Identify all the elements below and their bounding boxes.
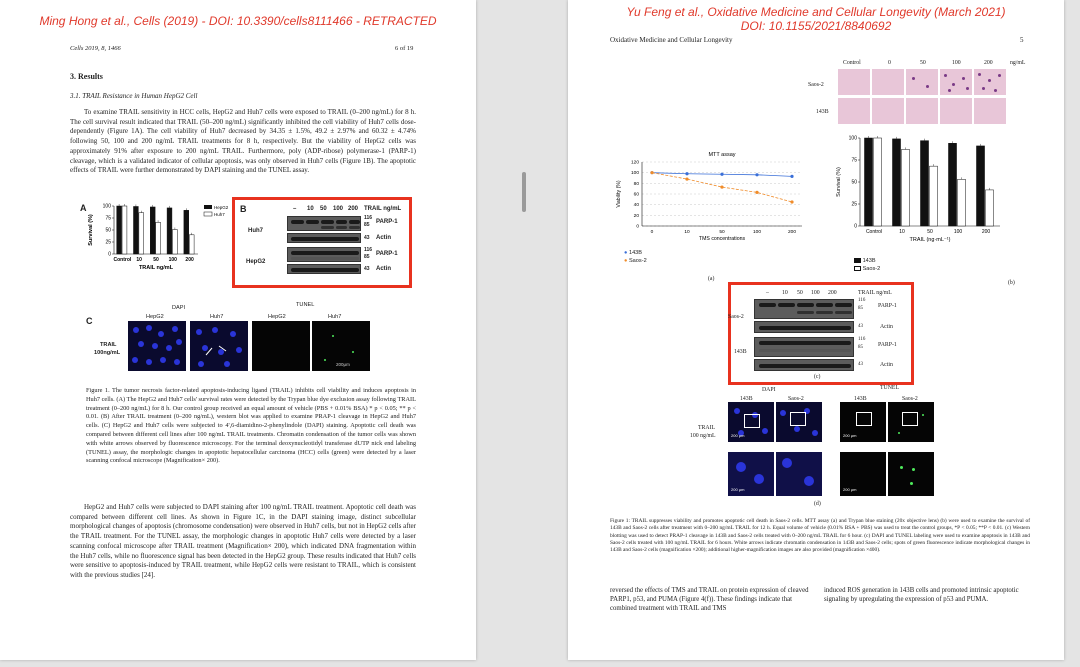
point-143B-10 bbox=[685, 172, 688, 175]
y-axis-label: Viability (%) bbox=[616, 180, 622, 208]
y-tick-label: 80 bbox=[633, 181, 639, 187]
point-Saos-2-200 bbox=[790, 200, 793, 203]
point-Saos-2-0 bbox=[650, 171, 653, 174]
stain-143b-200 bbox=[974, 98, 1006, 124]
x-tick-label: 10 bbox=[899, 229, 905, 235]
rwb-mw-85-a: 85 bbox=[858, 306, 863, 311]
stain-saos2-0 bbox=[872, 69, 904, 95]
zoom-box bbox=[902, 412, 918, 426]
dapi-huh7-image bbox=[190, 321, 248, 371]
bar2-legend-saos2-text: Saos-2 bbox=[862, 266, 881, 272]
dapi-hepg2-col: HepG2 bbox=[146, 314, 164, 320]
rwb-lane-10: 10 bbox=[782, 290, 788, 296]
r-dapi-143b-top bbox=[728, 402, 774, 442]
tunel-hepg2-image bbox=[252, 321, 310, 371]
rwb-saos2-label: Saos-2 bbox=[728, 314, 744, 320]
wb-lane-50: 50 bbox=[320, 206, 327, 212]
y-tick-label: 75 bbox=[105, 215, 111, 222]
stain-143b-control bbox=[838, 98, 870, 124]
rwb-lane-50: 50 bbox=[797, 290, 803, 296]
wb-huh7-parp-blot bbox=[287, 216, 361, 231]
mtt-legend-143b-text: 143B bbox=[628, 250, 643, 256]
rwb-actin-a: Actin bbox=[880, 324, 893, 330]
y-axis-label: Survival (%) bbox=[836, 167, 842, 197]
x-tick-label: 100 bbox=[752, 230, 762, 235]
mtt-legend-143b-marker: ● bbox=[624, 250, 628, 256]
y-tick-label: 0 bbox=[636, 224, 639, 230]
r-scale-1: 200 μm bbox=[731, 433, 745, 438]
wb-hepg2-actin-blot bbox=[287, 264, 361, 274]
y-tick-label: 0 bbox=[854, 223, 857, 230]
chromatin-arrows bbox=[190, 321, 248, 371]
x-axis-label: TMS concentrations bbox=[698, 236, 746, 242]
figure-1-caption: Figure 1. The tumor necrosis factor-related apoptosis-inducing ligand (TRAIL) inhibits cell viability and induces apoptosis in Huh7 cells. (A) The HepG2 and Huh7 cells' survival rates were detected by the Trypan blue dye exclusion assay following TRAIL treatment (0–200 ng/mL) for 8 h. Our control group received an equal amount of vehicle (PBS + 0.01% BSA) * p < 0.05; ** p < 0.01. (B) After TRAIL treatment (0–200 ng/mL), western blot was applied to examine PRAP-1 cleavage in HepG2 and Huh7 cells. (C) HepG2 and Huh7 cells were subjected to 4',6-diamidino-2-phenylindole (DAPI) staining. Apoptotic cell death was compared between different cell lines after 100 ng/mL TRAIL treatments. Chromatin condensation of the tumor cells was shown with white arrows observed by fluorescence microscopy. For the terminal deoxynucleotidyl transferase dUTP nick end labeling (TUNEL) assay, the morphologic changes in apoptotic hepatocellular carcinoma (HCC) cells (green) were detected by a laser scanning confocal microscope (Magnification× 200). bbox=[86, 387, 416, 465]
x-tick-label: 0 bbox=[650, 230, 654, 235]
rwb-lane-200: 200 bbox=[828, 290, 837, 296]
mtt-legend-143b bbox=[624, 250, 642, 256]
rwb-mw-116-a: 116 bbox=[858, 298, 866, 303]
stain-col-50: 50 bbox=[920, 60, 926, 66]
bar2-legend-143b bbox=[854, 258, 876, 264]
bar-HepG2-200 bbox=[184, 210, 189, 254]
wb-trail-header: TRAIL ng/mL bbox=[364, 206, 402, 212]
wb-parp-label-a: PARP-1 bbox=[376, 219, 398, 225]
r-scale-2: 200 μm bbox=[731, 487, 745, 492]
bar2-legend-143b-swatch bbox=[854, 258, 861, 263]
stain-saos2-100 bbox=[940, 69, 972, 95]
panel-label-c-right: (c) bbox=[814, 374, 821, 380]
stain-col-control: Control bbox=[843, 60, 861, 66]
r-scale-3: 200 μm bbox=[843, 433, 857, 438]
rwb-saos2-parp-blot bbox=[754, 299, 854, 319]
right-body-col2: induced ROS generation in 143B cells and promoted intrinsic apoptotic signaling by upregulating the expression of p53 and PUMA. bbox=[824, 587, 1019, 603]
r-dapi-143b-bottom bbox=[728, 452, 774, 496]
right-body-col1: reversed the effects of TMS and TRAIL on protein expression of cleaved PARP1, p53, and PUMA (Figure 4(f)). These findings indicate that combined treatment with TRAIL and TMS bbox=[610, 587, 809, 612]
wb-mw-43-a: 43 bbox=[364, 235, 370, 241]
x-tick-label: 50 bbox=[719, 230, 725, 235]
rwb-mw-43-a: 43 bbox=[858, 324, 863, 329]
mtt-legend-saos2 bbox=[624, 258, 647, 264]
y-tick-label: 25 bbox=[851, 201, 857, 208]
stain-col-100: 100 bbox=[952, 60, 961, 66]
x-tick-label: 200 bbox=[981, 229, 991, 235]
rwb-143b-parp-blot bbox=[754, 337, 854, 357]
wb-mw-116-a: 116 bbox=[364, 215, 373, 221]
wb-mw-85-a: 85 bbox=[364, 222, 370, 228]
wb-hepg2-label: HepG2 bbox=[246, 259, 266, 265]
dapi-header: DAPI bbox=[172, 305, 186, 311]
left-journal-header: Cells 2019, 8, 1466 bbox=[70, 45, 121, 52]
bar-143B-100 bbox=[948, 143, 956, 226]
right-figure-1-caption: Figure 1: TRAIL suppresses viability and promotes apoptotic cell death in Saos-2 cells. MTT assay (a) and Trypan blue staining (20x objective lens) (b) were used to examine the survival of 143B and Saos-2 cells after treatment with 0–200 ng/mL TRAIL for 12 h. Equal volume of vehicle (0.01% BSA + PBS) was used to treat the control groups, *P < 0.05; **P < 0.01. (c) Western blotting was used to detect PRAP-1 cleavage in 143B and Saos-2 cells treated with 0–200 ng/mL TRAIL for 6 hour. (c) DAPI and TUNEL labeling were used to examine apoptosis in 143B and Saos-2 cells treated with 100 ng/mL TRAIL for 6 hours. White arrows indicate chromatin condensation in 143B and Saos-2 cells; spots of green fluorescence indicate morphological changes in 143B and Saos-2 cells (magnification ×200); additional higher-magnification images are also provided (magnification ×400). bbox=[610, 518, 1030, 554]
x-tick-label: 50 bbox=[927, 229, 933, 235]
bar-Huh7-10 bbox=[139, 213, 144, 254]
bar-Huh7-200 bbox=[189, 235, 194, 254]
wb-actin-label-a: Actin bbox=[376, 235, 391, 241]
panel-c-label: C bbox=[86, 316, 93, 326]
bar-Saos-2-100 bbox=[957, 179, 965, 226]
r-tunel-143b-bottom bbox=[840, 452, 886, 496]
bar-Saos-2-Control bbox=[873, 138, 881, 226]
legend-swatch-hepg2 bbox=[204, 205, 212, 209]
survival-bar-chart bbox=[830, 128, 1010, 253]
results-heading: 3. Results bbox=[70, 72, 103, 81]
y-tick-label: 100 bbox=[102, 203, 111, 210]
trail-row-label-1: TRAIL bbox=[100, 342, 117, 348]
y-tick-label: 100 bbox=[848, 135, 857, 142]
x-tick-label: Control bbox=[865, 229, 883, 235]
r-dapi-143b-col: 143B bbox=[740, 396, 753, 402]
panel-a-label: A bbox=[80, 203, 87, 213]
rwb-mw-85-b: 85 bbox=[858, 345, 863, 350]
stain-saos2-control bbox=[838, 69, 870, 95]
figure-1a-bar-chart bbox=[84, 202, 234, 282]
stain-saos2-50 bbox=[906, 69, 938, 95]
stain-col-200: 200 bbox=[984, 60, 993, 66]
rwb-saos2-actin-blot bbox=[754, 321, 854, 333]
panel-label-a-right: (a) bbox=[708, 276, 715, 282]
results-paragraph-1: To examine TRAIL sensitivity in HCC cells, HepG2 and Huh7 cells were exposed to TRAIL (0–200 ng/mL) for 8 h. The cell survival result indicated that TRAIL (50–200 ng/mL) significantly inhibited the cell viability of Huh7 cells dose-dependently (Figure 1A). The cell viability of Huh7 decreased by 34.35 ± 1.5%, 49.2 ± 2.97% and 60.32 ± 4.74% following 50, 100 and 200 ng/mL TRAIL treatments for 8 h, respectively. But the viability of HepG2 cells was approximately 91% after exposure to 200 ng/mL TRAIL. Furthermore, poly (ADP-ribose) polymerase-1 (PARP-1) cleavage, which is a validated indicator of cellular apoptosis, was only observed in Huh7 cells (Figure 1B). The apoptotic effects of TRAIL were further demonstrated by DAPI staining and the TUNEL assay. bbox=[70, 108, 416, 175]
rwb-parp-a: PARP-1 bbox=[878, 303, 897, 309]
x-tick-label: 50 bbox=[153, 257, 159, 263]
dapi-hepg2-image bbox=[128, 321, 186, 371]
r-dapi-saos2-bottom bbox=[776, 452, 822, 496]
zoom-box bbox=[790, 412, 806, 426]
scale-bar-label: 200μm bbox=[336, 362, 350, 367]
x-tick-label: 100 bbox=[168, 257, 177, 263]
tunel-hepg2-col: HepG2 bbox=[268, 314, 286, 320]
x-tick-label: Control bbox=[113, 257, 132, 263]
stain-saos2-200 bbox=[974, 69, 1006, 95]
zoom-box bbox=[744, 414, 760, 428]
x-axis-label: TRAIL ng/mL bbox=[138, 265, 174, 271]
wb-lane-200: 200 bbox=[348, 206, 359, 212]
wb-dash-label: – bbox=[293, 206, 297, 212]
bar-143B-50 bbox=[920, 141, 928, 226]
r-tunel-header: TUNEL bbox=[880, 385, 899, 391]
bar-Saos-2-10 bbox=[901, 149, 909, 226]
y-tick-label: 60 bbox=[633, 192, 639, 198]
left-citation-banner: Ming Hong et al., Cells (2019) - DOI: 10.3390/cells8111466 - RETRACTED bbox=[39, 14, 437, 28]
stain-143b-0 bbox=[872, 98, 904, 124]
point-Saos-2-50 bbox=[720, 185, 723, 188]
bar-143B-200 bbox=[976, 146, 984, 226]
y-tick-label: 120 bbox=[630, 160, 639, 166]
x-axis-label: TRAIL (ng·mL⁻¹) bbox=[909, 237, 951, 243]
x-tick-label: 200 bbox=[787, 230, 797, 235]
wb-huh7-actin-blot bbox=[287, 233, 361, 243]
point-143B-100 bbox=[755, 173, 758, 176]
results-paragraph-2: HepG2 and Huh7 cells were subjected to DAPI staining after 100 ng/mL TRAIL treatment. Apoptotic cell death was compared between different cell lines. As shown in Figure 1C, in the DAPI staining image, distinct subcellular morphological changes of apoptosis (chromosome condensation) were observed in Huh7 cells, but not in HepG2 cells after the TRAIL treatment. For the TUNEL assay, the morphologic changes in apoptotic Huh7 cells were detected by a laser scanning confocal microscope after TRAIL treatment (Magnification× 200), which indicated DNA fragmentation within the Huh7 cells, while no fluorescence signal has been detected in the HepG2 group. These results indicated that Huh7 cells were sensitive to apoptosis-induced by TRAIL treatment, while HepG2 cells were resistant to TRAIL, which is consistent with the previous studies [24]. bbox=[70, 503, 416, 579]
x-tick-label: 10 bbox=[684, 230, 690, 235]
wb-hepg2-parp-blot bbox=[287, 247, 361, 262]
r-dapi-saos2-col: Saos-2 bbox=[788, 396, 804, 402]
bar-143B-Control bbox=[864, 138, 872, 226]
y-tick-label: 25 bbox=[105, 239, 111, 246]
right-paper-page bbox=[568, 0, 1064, 660]
panel-b-label: B bbox=[240, 204, 247, 214]
bar-HepG2-100 bbox=[167, 208, 172, 254]
bar-Huh7-50 bbox=[156, 222, 161, 254]
rwb-lane-dash: – bbox=[766, 290, 769, 296]
bar-Saos-2-200 bbox=[985, 190, 993, 226]
mtt-title: MTT assay bbox=[708, 152, 736, 158]
rwb-lane-100: 100 bbox=[811, 290, 820, 296]
r-tunel-143b-col: 143B bbox=[854, 396, 867, 402]
rwb-parp-b: PARP-1 bbox=[878, 342, 897, 348]
mtt-legend-saos2-text: Saos-2 bbox=[628, 258, 647, 264]
r-tunel-saos2-col: Saos-2 bbox=[902, 396, 918, 402]
tunel-huh7-image bbox=[312, 321, 370, 371]
tunel-huh7-col: Huh7 bbox=[328, 314, 342, 320]
wb-lane-10: 10 bbox=[307, 206, 314, 212]
mtt-legend-saos2-marker: ● bbox=[624, 258, 628, 264]
stain-col-0: 0 bbox=[888, 60, 891, 66]
right-page-number: 5 bbox=[1020, 36, 1024, 44]
r-tunel-saos2-top bbox=[888, 402, 934, 442]
bar-HepG2-Control bbox=[117, 206, 122, 254]
y-tick-label: 100 bbox=[630, 171, 639, 177]
mtt-line-chart bbox=[612, 146, 812, 246]
r-scale-4: 200 μm bbox=[843, 487, 857, 492]
right-citation-banner-line1: Yu Feng et al., Oxidative Medicine and Cellular Longevity (March 2021) bbox=[626, 5, 1006, 19]
r-tunel-143b-top bbox=[840, 402, 886, 442]
rwb-mw-43-b: 43 bbox=[858, 362, 863, 367]
y-axis-label: Survival (%) bbox=[88, 214, 94, 246]
right-journal-header: Oxidative Medicine and Cellular Longevity bbox=[610, 36, 733, 44]
x-tick-label: 10 bbox=[136, 257, 142, 263]
rwb-143b-actin-blot bbox=[754, 359, 854, 371]
stain-col-unit: ng/mL bbox=[1010, 60, 1026, 66]
rwb-actin-b: Actin bbox=[880, 362, 893, 368]
bar-HepG2-50 bbox=[150, 207, 155, 254]
wb-parp-label-b: PARP-1 bbox=[376, 251, 398, 257]
wb-mw-43-b: 43 bbox=[364, 266, 370, 272]
wb-huh7-label: Huh7 bbox=[248, 228, 263, 234]
bar-Huh7-100 bbox=[172, 230, 177, 254]
rwb-143b-label: 143B bbox=[734, 349, 747, 355]
wb-mw-85-b: 85 bbox=[364, 254, 370, 260]
bar-Huh7-Control bbox=[122, 206, 127, 254]
y-tick-label: 40 bbox=[633, 203, 639, 209]
r-trail-label-2: 100 ng/mL bbox=[690, 433, 716, 439]
panel-label-d-right: (d) bbox=[814, 501, 821, 507]
y-tick-label: 50 bbox=[105, 227, 111, 234]
point-143B-50 bbox=[720, 173, 723, 176]
bar2-legend-143b-text: 143B bbox=[862, 258, 876, 264]
r-dapi-saos2-top bbox=[776, 402, 822, 442]
point-Saos-2-10 bbox=[685, 177, 688, 180]
rwb-mw-116-b: 116 bbox=[858, 337, 866, 342]
left-paper-page bbox=[0, 0, 476, 660]
y-tick-label: 75 bbox=[851, 157, 857, 164]
point-143B-200 bbox=[790, 175, 793, 178]
stain-row-143b: 143B bbox=[816, 109, 829, 115]
subsection-heading: 3.1. TRAIL Resistance in Human HepG2 Cell bbox=[70, 92, 198, 100]
scrollbar-thumb[interactable] bbox=[522, 172, 526, 212]
x-tick-label: 100 bbox=[953, 229, 963, 235]
right-citation-banner-line2: DOI: 10.1155/2021/8840692 bbox=[740, 19, 892, 33]
bar-HepG2-10 bbox=[133, 206, 138, 254]
stain-row-saos2: Saos-2 bbox=[808, 82, 824, 88]
zoom-box bbox=[856, 412, 872, 426]
legend-text-hepg2: HepG2 bbox=[214, 205, 229, 210]
dapi-huh7-col: Huh7 bbox=[210, 314, 224, 320]
y-tick-label: 0 bbox=[108, 251, 111, 258]
stain-143b-100 bbox=[940, 98, 972, 124]
r-tunel-saos2-bottom bbox=[888, 452, 934, 496]
tunel-header: TUNEL bbox=[296, 302, 315, 308]
stain-143b-50 bbox=[906, 98, 938, 124]
y-tick-label: 20 bbox=[633, 213, 639, 219]
panel-label-b-right: (b) bbox=[1008, 280, 1015, 286]
left-page-number: 6 of 19 bbox=[395, 45, 414, 52]
legend-swatch-huh7 bbox=[204, 212, 212, 216]
point-Saos-2-100 bbox=[755, 191, 758, 194]
bar2-legend-saos2 bbox=[854, 266, 880, 272]
legend-text-huh7: Huh7 bbox=[214, 212, 225, 217]
bar2-legend-saos2-swatch bbox=[854, 266, 861, 271]
y-tick-label: 50 bbox=[851, 179, 857, 186]
wb-lane-100: 100 bbox=[333, 206, 344, 212]
wb-actin-label-b: Actin bbox=[376, 266, 391, 272]
rwb-trail-header: TRAIL ng/mL bbox=[858, 290, 892, 296]
trail-row-label-2: 100ng/mL bbox=[94, 350, 121, 356]
x-tick-label: 200 bbox=[185, 257, 194, 263]
r-dapi-header: DAPI bbox=[762, 387, 776, 393]
r-trail-label-1: TRAIL bbox=[698, 425, 716, 431]
bar-Saos-2-50 bbox=[929, 166, 937, 226]
wb-mw-116-b: 116 bbox=[364, 247, 373, 253]
bar-143B-10 bbox=[892, 139, 900, 226]
